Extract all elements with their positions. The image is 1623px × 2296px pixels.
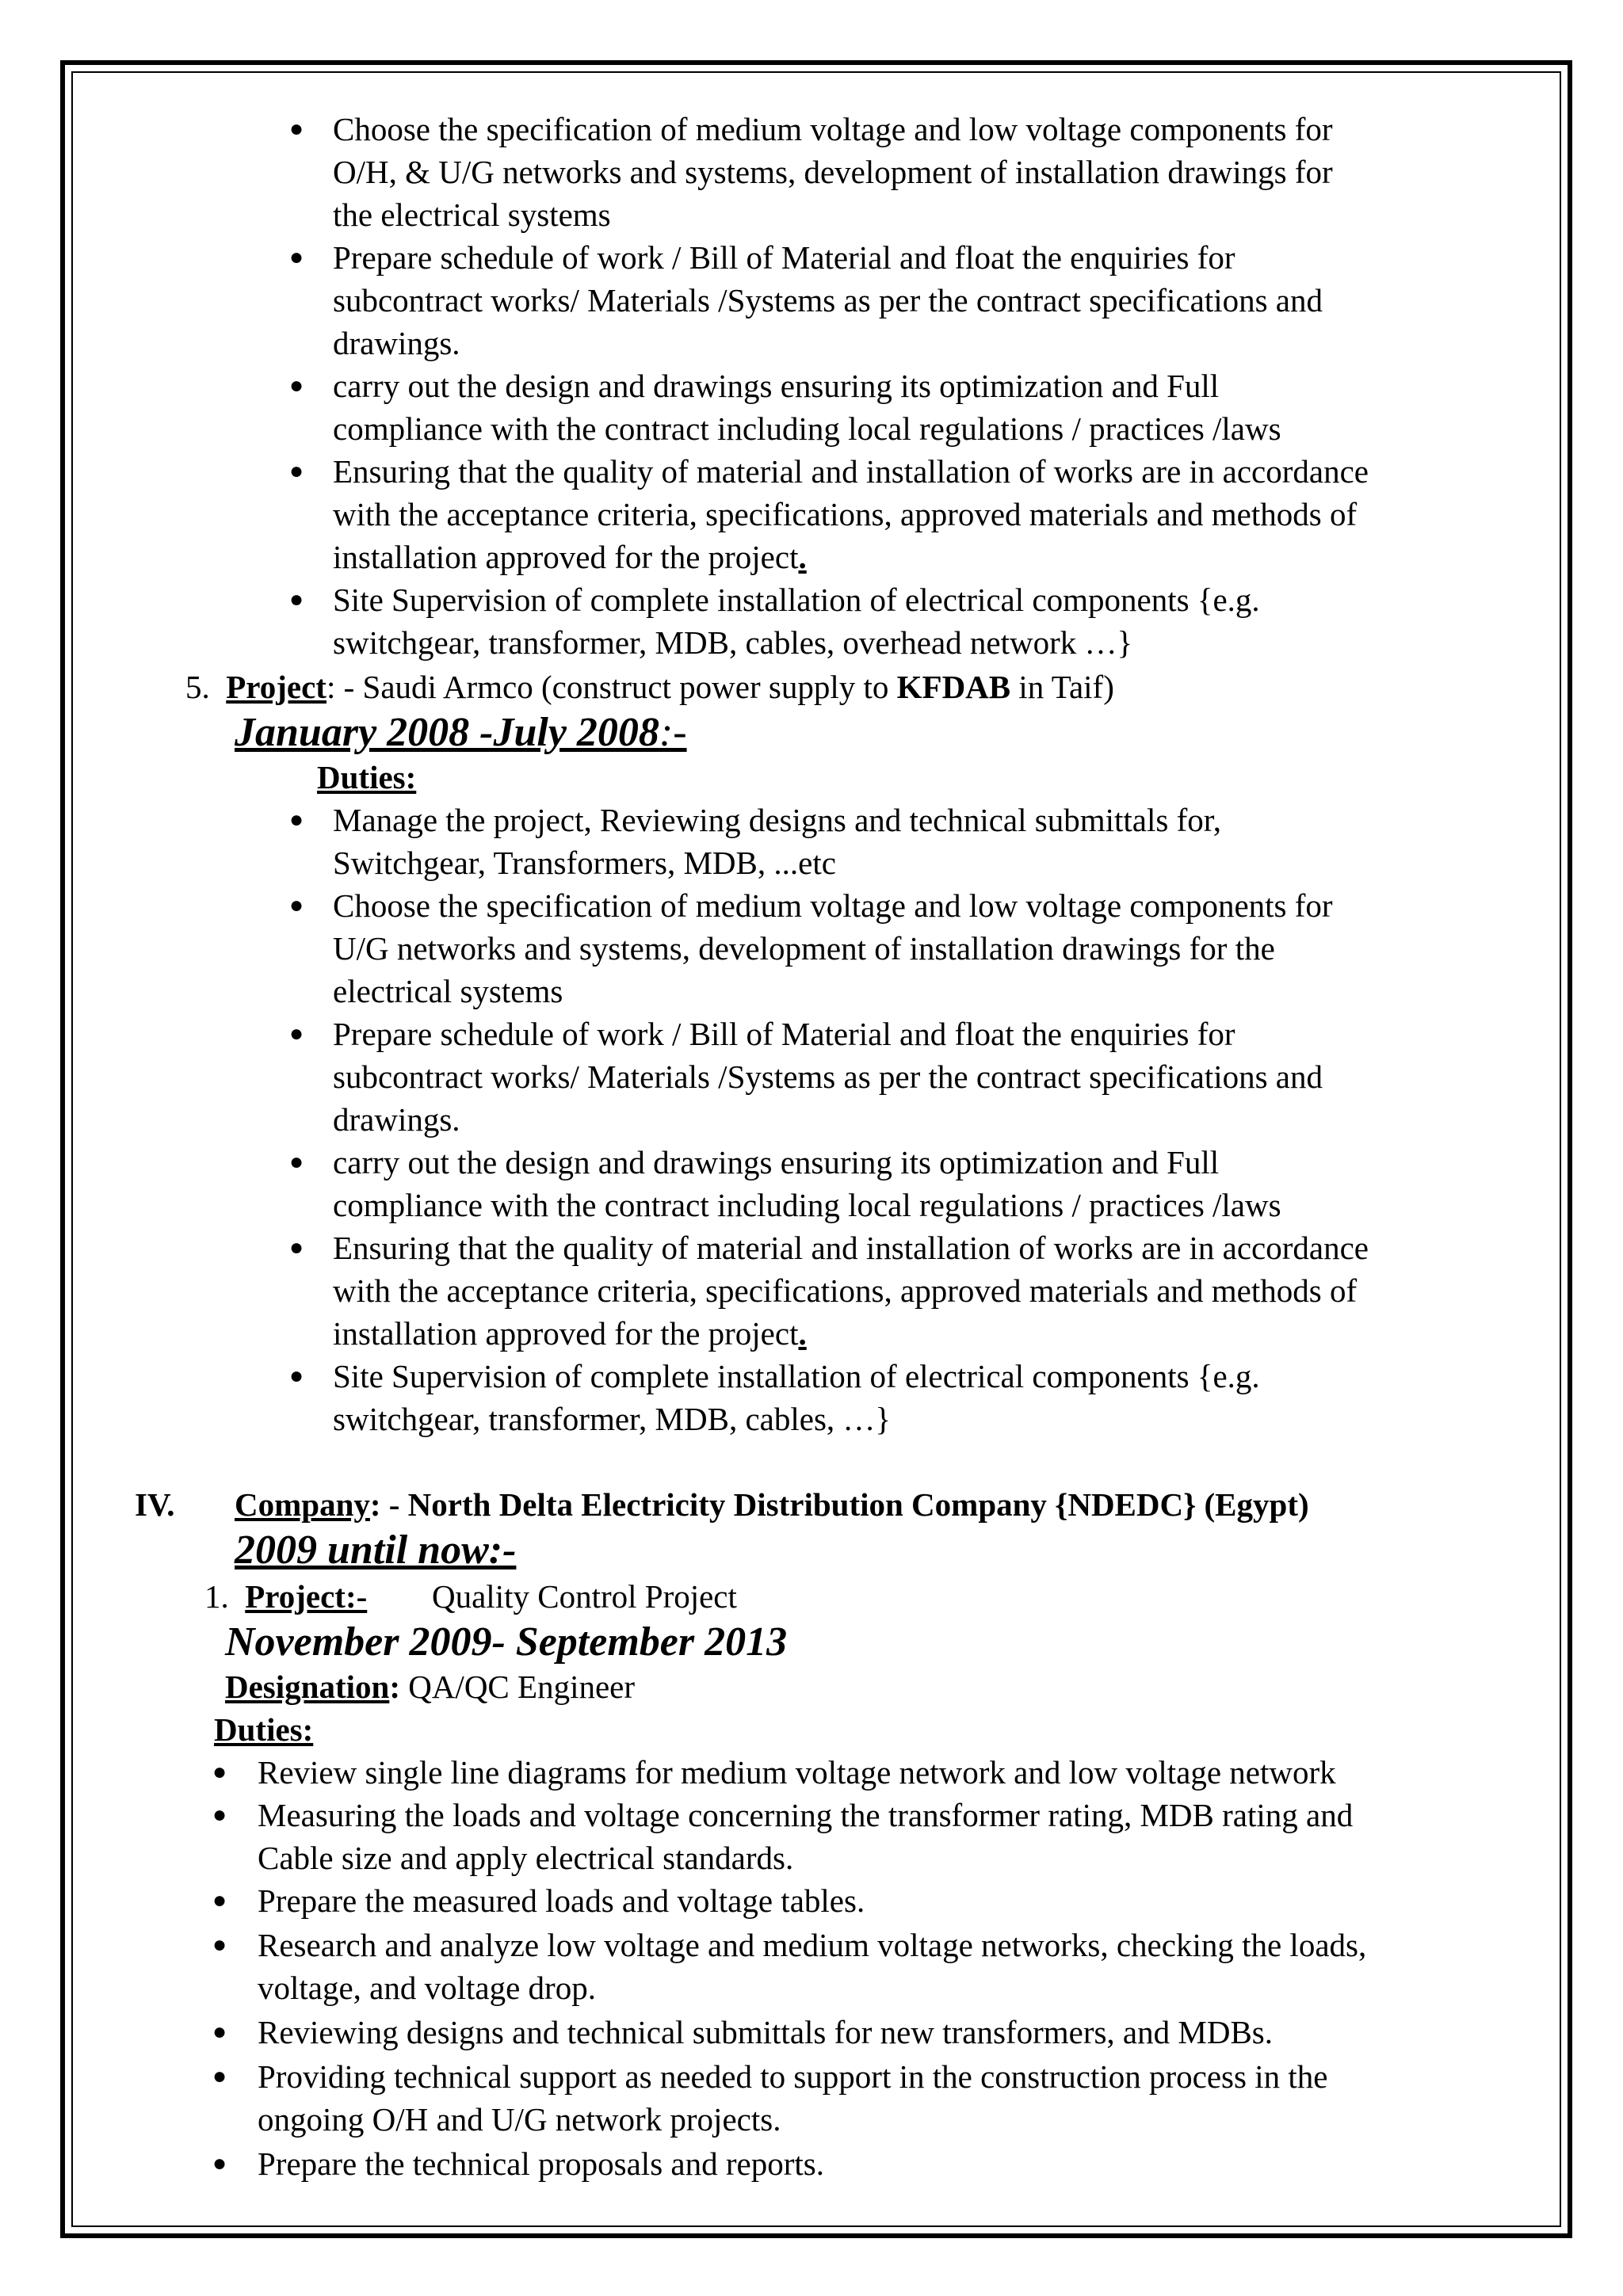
project-heading: 5. Project: - Saudi Armco (construct power supply to KFDAB in Taif) — [185, 669, 1114, 705]
bullet-icon: ● — [289, 1020, 304, 1047]
bullet-icon: ● — [289, 807, 304, 833]
bullet-icon: ● — [289, 1234, 304, 1261]
bullet-icon: ● — [212, 1887, 227, 1913]
duty-line: compliance with the contract including local regulations / practices /laws — [333, 1187, 1281, 1223]
duty-line: Ensuring that the quality of material and installation of works are in accordance — [333, 453, 1369, 490]
duty-line: the electrical systems — [333, 196, 611, 233]
duty-line: electrical systems — [333, 973, 563, 1009]
duty-line: Cable size and apply electrical standards. — [258, 1840, 794, 1876]
duty-line: U/G networks and systems, development of installation drawings for the — [333, 930, 1275, 967]
project-date: November 2009- September 2013 — [225, 1619, 788, 1665]
duty-line: voltage, and voltage drop. — [258, 1970, 596, 2006]
bullet-icon: ● — [212, 2019, 227, 2045]
project-date: January 2008 -July 2008:- — [235, 710, 687, 755]
duty-line: Prepare the technical proposals and reports. — [258, 2145, 824, 2182]
duty-line: switchgear, transformer, MDB, cables, overhead network …} — [333, 624, 1133, 661]
bullet-icon: ● — [212, 1759, 227, 1785]
duty-line: carry out the design and drawings ensuring its optimization and Full — [333, 1144, 1220, 1180]
duty-line: O/H, & U/G networks and systems, development of installation drawings for — [333, 154, 1333, 190]
company-numeral: IV. — [135, 1486, 175, 1523]
company-heading: Company: - North Delta Electricity Distribution Company {NDEDC} (Egypt) — [235, 1486, 1309, 1523]
bullet-icon: ● — [289, 372, 304, 399]
duty-line: Choose the specification of medium voltage and low voltage components for — [333, 887, 1333, 924]
duties-label: Duties: — [214, 1711, 314, 1748]
bullet-icon: ● — [289, 1149, 304, 1175]
duty-line: switchgear, transformer, MDB, cables, …} — [333, 1401, 892, 1437]
duty-line: Manage the project, Reviewing designs and technical submittals for, — [333, 802, 1221, 838]
bullet-icon: ● — [289, 586, 304, 612]
duty-line: drawings. — [333, 325, 460, 361]
duty-line: Research and analyze low voltage and medium voltage networks, checking the loads, — [258, 1927, 1367, 1963]
duty-line: Providing technical support as needed to support in the construction process in the — [258, 2058, 1328, 2095]
bullet-icon: ● — [212, 1802, 227, 1828]
bullet-icon: ● — [289, 892, 304, 918]
bullet-icon: ● — [212, 1932, 227, 1958]
duty-line: Prepare schedule of work / Bill of Material and float the enquiries for — [333, 239, 1235, 276]
duty-line: installation approved for the project. — [333, 1315, 807, 1352]
duty-line: with the acceptance criteria, specifications, approved materials and methods of — [333, 1272, 1358, 1309]
duty-line: installation approved for the project. — [333, 539, 807, 575]
bullet-icon: ● — [212, 2063, 227, 2089]
project-heading: 1. Project:- — [204, 1578, 368, 1615]
designation: Designation: QA/QC Engineer — [225, 1669, 636, 1705]
bullet-icon: ● — [289, 1363, 304, 1389]
duty-line: Site Supervision of complete installation of electrical components {e.g. — [333, 582, 1260, 618]
duty-line: subcontract works/ Materials /Systems as per the contract specifications and — [333, 282, 1323, 318]
duty-line: carry out the design and drawings ensuring its optimization and Full — [333, 368, 1220, 404]
duty-line: Review single line diagrams for medium voltage network and low voltage network — [258, 1754, 1336, 1791]
bullet-icon: ● — [289, 244, 304, 270]
duty-line: with the acceptance criteria, specifications, approved materials and methods of — [333, 496, 1358, 532]
duty-line: Ensuring that the quality of material and installation of works are in accordance — [333, 1230, 1369, 1266]
duties-label: Duties: — [317, 759, 417, 795]
duty-line: subcontract works/ Materials /Systems as per the contract specifications and — [333, 1058, 1323, 1095]
bullet-icon: ● — [289, 458, 304, 484]
duty-line: compliance with the contract including local regulations / practices /laws — [333, 410, 1281, 447]
duty-line: Prepare schedule of work / Bill of Material and float the enquiries for — [333, 1016, 1235, 1052]
company-period: 2009 until now:- — [235, 1527, 517, 1573]
duty-line: Switchgear, Transformers, MDB, ...etc — [333, 845, 836, 881]
bullet-icon: ● — [289, 116, 304, 142]
bullet-icon: ● — [212, 2150, 227, 2176]
duty-line: Reviewing designs and technical submittals for new transformers, and MDBs. — [258, 2014, 1273, 2050]
duty-line: Prepare the measured loads and voltage tables. — [258, 1882, 865, 1919]
duty-line: ongoing O/H and U/G network projects. — [258, 2101, 781, 2138]
duty-line: drawings. — [333, 1101, 460, 1138]
duty-line: Site Supervision of complete installation of electrical components {e.g. — [333, 1358, 1260, 1394]
duty-line: Measuring the loads and voltage concerning the transformer rating, MDB rating and — [258, 1797, 1354, 1833]
project-name: Quality Control Project — [432, 1578, 737, 1615]
duty-line: Choose the specification of medium voltage and low voltage components for — [333, 111, 1333, 147]
